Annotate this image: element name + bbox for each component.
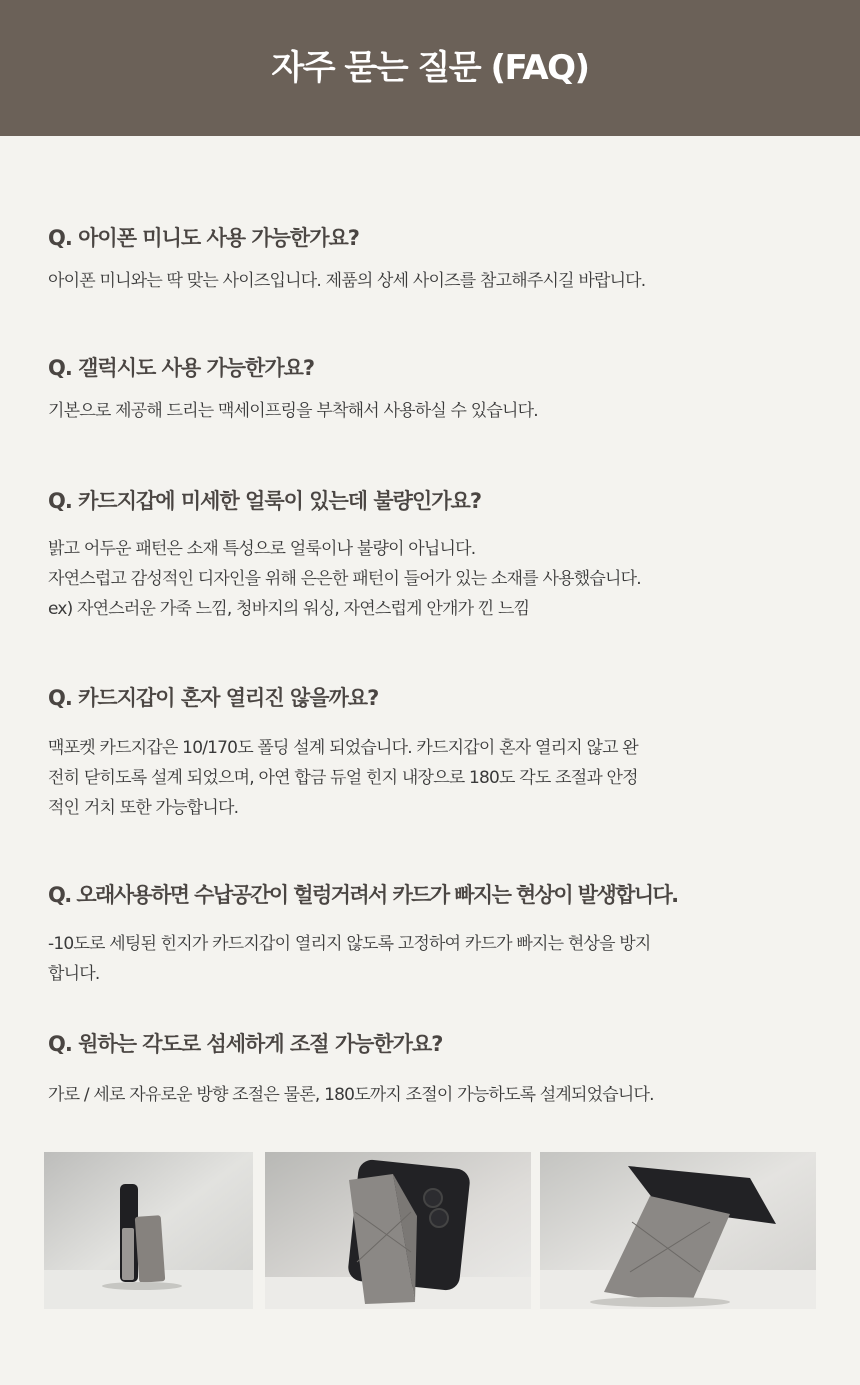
faq-answer-line: 맥포켓 카드지갑은 10/170도 폴딩 설계 되었습니다. 카드지갑이 혼자 열리지 않고 완 (48, 738, 638, 758)
faq-answer-line: ex) 자연스러운 가죽 느낌, 청바지의 워싱, 자연스럽게 안개가 낀 느낌 (48, 599, 530, 619)
faq-question-2: Q. 갤럭시도 사용 가능한가요? (48, 356, 315, 380)
faq-answer-line: 아이폰 미니와는 딱 맞는 사이즈입니다. 제품의 상세 사이즈를 참고해주시길 바랍니다. (48, 271, 646, 291)
page-title: 자주 묻는 질문 (FAQ) (271, 47, 589, 88)
faq-answer-line: 기본으로 제공해 드리는 맥세이프링을 부착해서 사용하실 수 있습니다. (48, 401, 538, 421)
faq-answer-6 (48, 1080, 654, 1110)
faq-question-4: Q. 카드지갑이 혼자 열리진 않을까요? (48, 686, 379, 710)
faq-answer-line: 합니다. (48, 964, 100, 984)
faq-answer-1 (48, 266, 645, 296)
faq-answer-4 (48, 733, 638, 823)
faq-question-1: Q. 아이폰 미니도 사용 가능한가요? (48, 226, 359, 250)
phone-stand-side-view-photo (44, 1152, 253, 1309)
faq-answer-5 (48, 929, 651, 989)
faq-answer-line: 자연스럽고 감성적인 디자인을 위해 은은한 패턴이 들어가 있는 소재를 사용했습니다. (48, 569, 641, 589)
faq-answer-3 (48, 534, 641, 624)
faq-answer-line: 전히 닫히도록 설계 되었으며, 아연 합금 듀얼 힌지 내장으로 180도 각도 조절과 안정 (48, 768, 638, 788)
faq-answer-line: -10도로 세팅된 힌지가 카드지갑이 열리지 않도록 고정하여 카드가 빠지는 현상을 방지 (48, 934, 651, 954)
faq-answer-line: 적인 거치 또한 가능합니다. (48, 798, 239, 818)
faq-question-5: Q. 오래사용하면 수납공간이 헐렁거려서 카드가 빠지는 현상이 발생합니다. (48, 883, 678, 907)
faq-header (0, 0, 860, 136)
faq-answer-line: 밝고 어두운 패턴은 소재 특성으로 얼룩이나 불량이 아닙니다. (48, 539, 476, 559)
faq-answer-2 (48, 396, 538, 426)
faq-question-3: Q. 카드지갑에 미세한 얼룩이 있는데 불량인가요? (48, 489, 481, 513)
phone-stand-landscape-view-photo (540, 1152, 816, 1309)
faq-answer-line: 가로 / 세로 자유로운 방향 조절은 물론, 180도까지 조절이 가능하도록 설계되었습니다. (48, 1085, 654, 1105)
faq-question-6: Q. 원하는 각도로 섬세하게 조절 가능한가요? (48, 1032, 443, 1056)
phone-stand-back-view-photo (265, 1152, 531, 1309)
